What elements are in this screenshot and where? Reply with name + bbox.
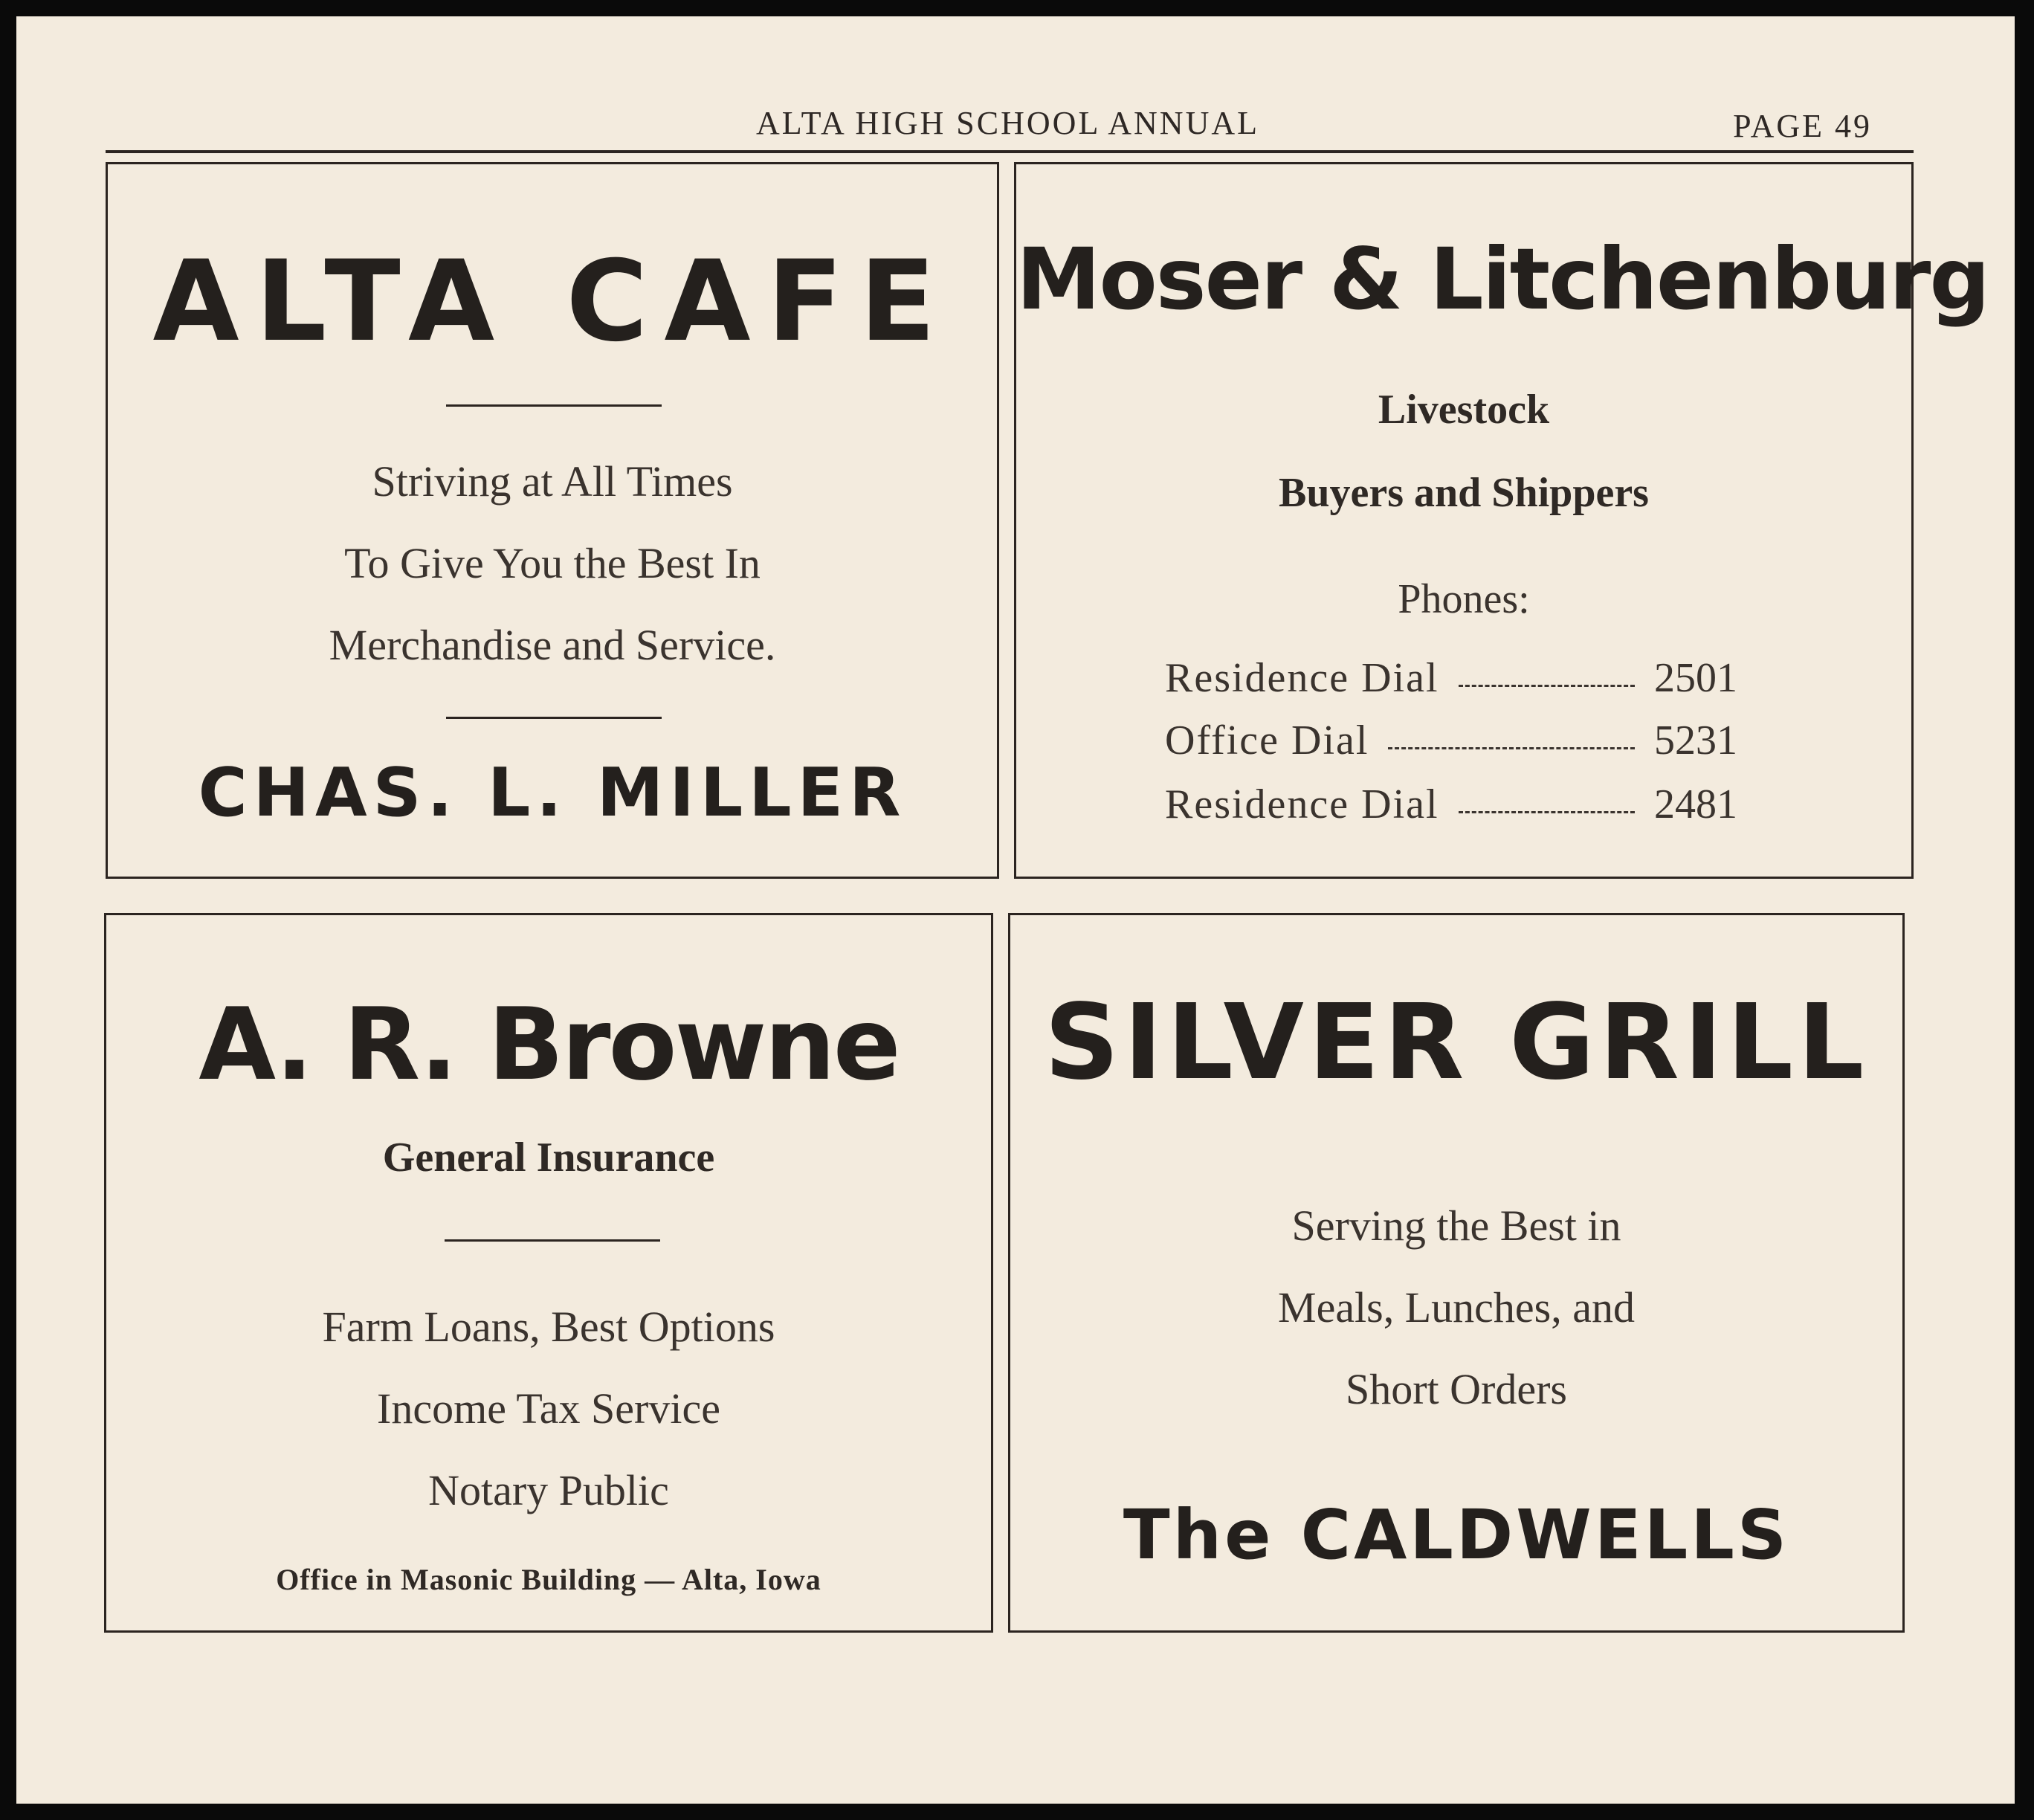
ad-line: Income Tax Service [377, 1384, 720, 1433]
ad-footer: Office in Masonic Building — Alta, Iowa [276, 1563, 821, 1596]
ad-title: A. R. Browne [198, 987, 899, 1103]
ad-line: Merchandise and Service. [329, 621, 776, 669]
divider [446, 717, 662, 719]
page-number: PAGE 49 [1733, 108, 1872, 144]
phone-row [1165, 781, 1737, 828]
ad-subtitle: Livestock [1378, 387, 1550, 433]
divider [446, 404, 662, 407]
divider [445, 1239, 660, 1242]
ad-line: Notary Public [428, 1466, 669, 1514]
leader-dots [1459, 685, 1635, 687]
ad-line: Striving at All Times [372, 457, 733, 506]
ad-line: Farm Loans, Best Options [322, 1303, 775, 1351]
ad-ar-browne [104, 913, 993, 1633]
ad-title: SILVER GRILL [1044, 982, 1869, 1103]
leader-dots [1459, 811, 1635, 813]
phone-row [1165, 717, 1737, 764]
ad-line: Meals, Lunches, and [1278, 1283, 1635, 1332]
phone-number: 5231 [1654, 717, 1737, 764]
phone-label: Residence Dial [1165, 655, 1439, 701]
phone-number: 2501 [1654, 655, 1737, 701]
header-rule [106, 150, 1914, 153]
yearbook-page [16, 16, 2015, 1804]
ad-alta-cafe [106, 162, 999, 879]
ad-moser-litchenburg [1014, 162, 1989, 879]
phone-label: Office Dial [1165, 717, 1369, 764]
ad-line: Serving the Best in [1291, 1201, 1621, 1250]
ad-title: ALTA CAFE [152, 237, 952, 367]
phone-number: 2481 [1654, 781, 1737, 827]
ad-line: To Give You the Best In [344, 539, 761, 587]
ad-subtitle: Buyers and Shippers [1279, 470, 1649, 516]
ad-silver-grill [1008, 913, 1905, 1633]
ad-line: Short Orders [1345, 1365, 1567, 1413]
ad-proprietor: The CALDWELLS [1123, 1495, 1790, 1575]
phone-label: Residence Dial [1165, 781, 1439, 827]
ad-subtitle: General Insurance [382, 1135, 715, 1181]
phone-row [1165, 654, 1737, 702]
ad-title: Moser & Litchenburg [1016, 230, 1989, 329]
page-header-title: ALTA HIGH SCHOOL ANNUAL [756, 105, 1260, 141]
phones-label: Phones: [1398, 576, 1530, 622]
leader-dots [1388, 747, 1635, 749]
ad-proprietor: CHAS. L. MILLER [198, 754, 907, 832]
